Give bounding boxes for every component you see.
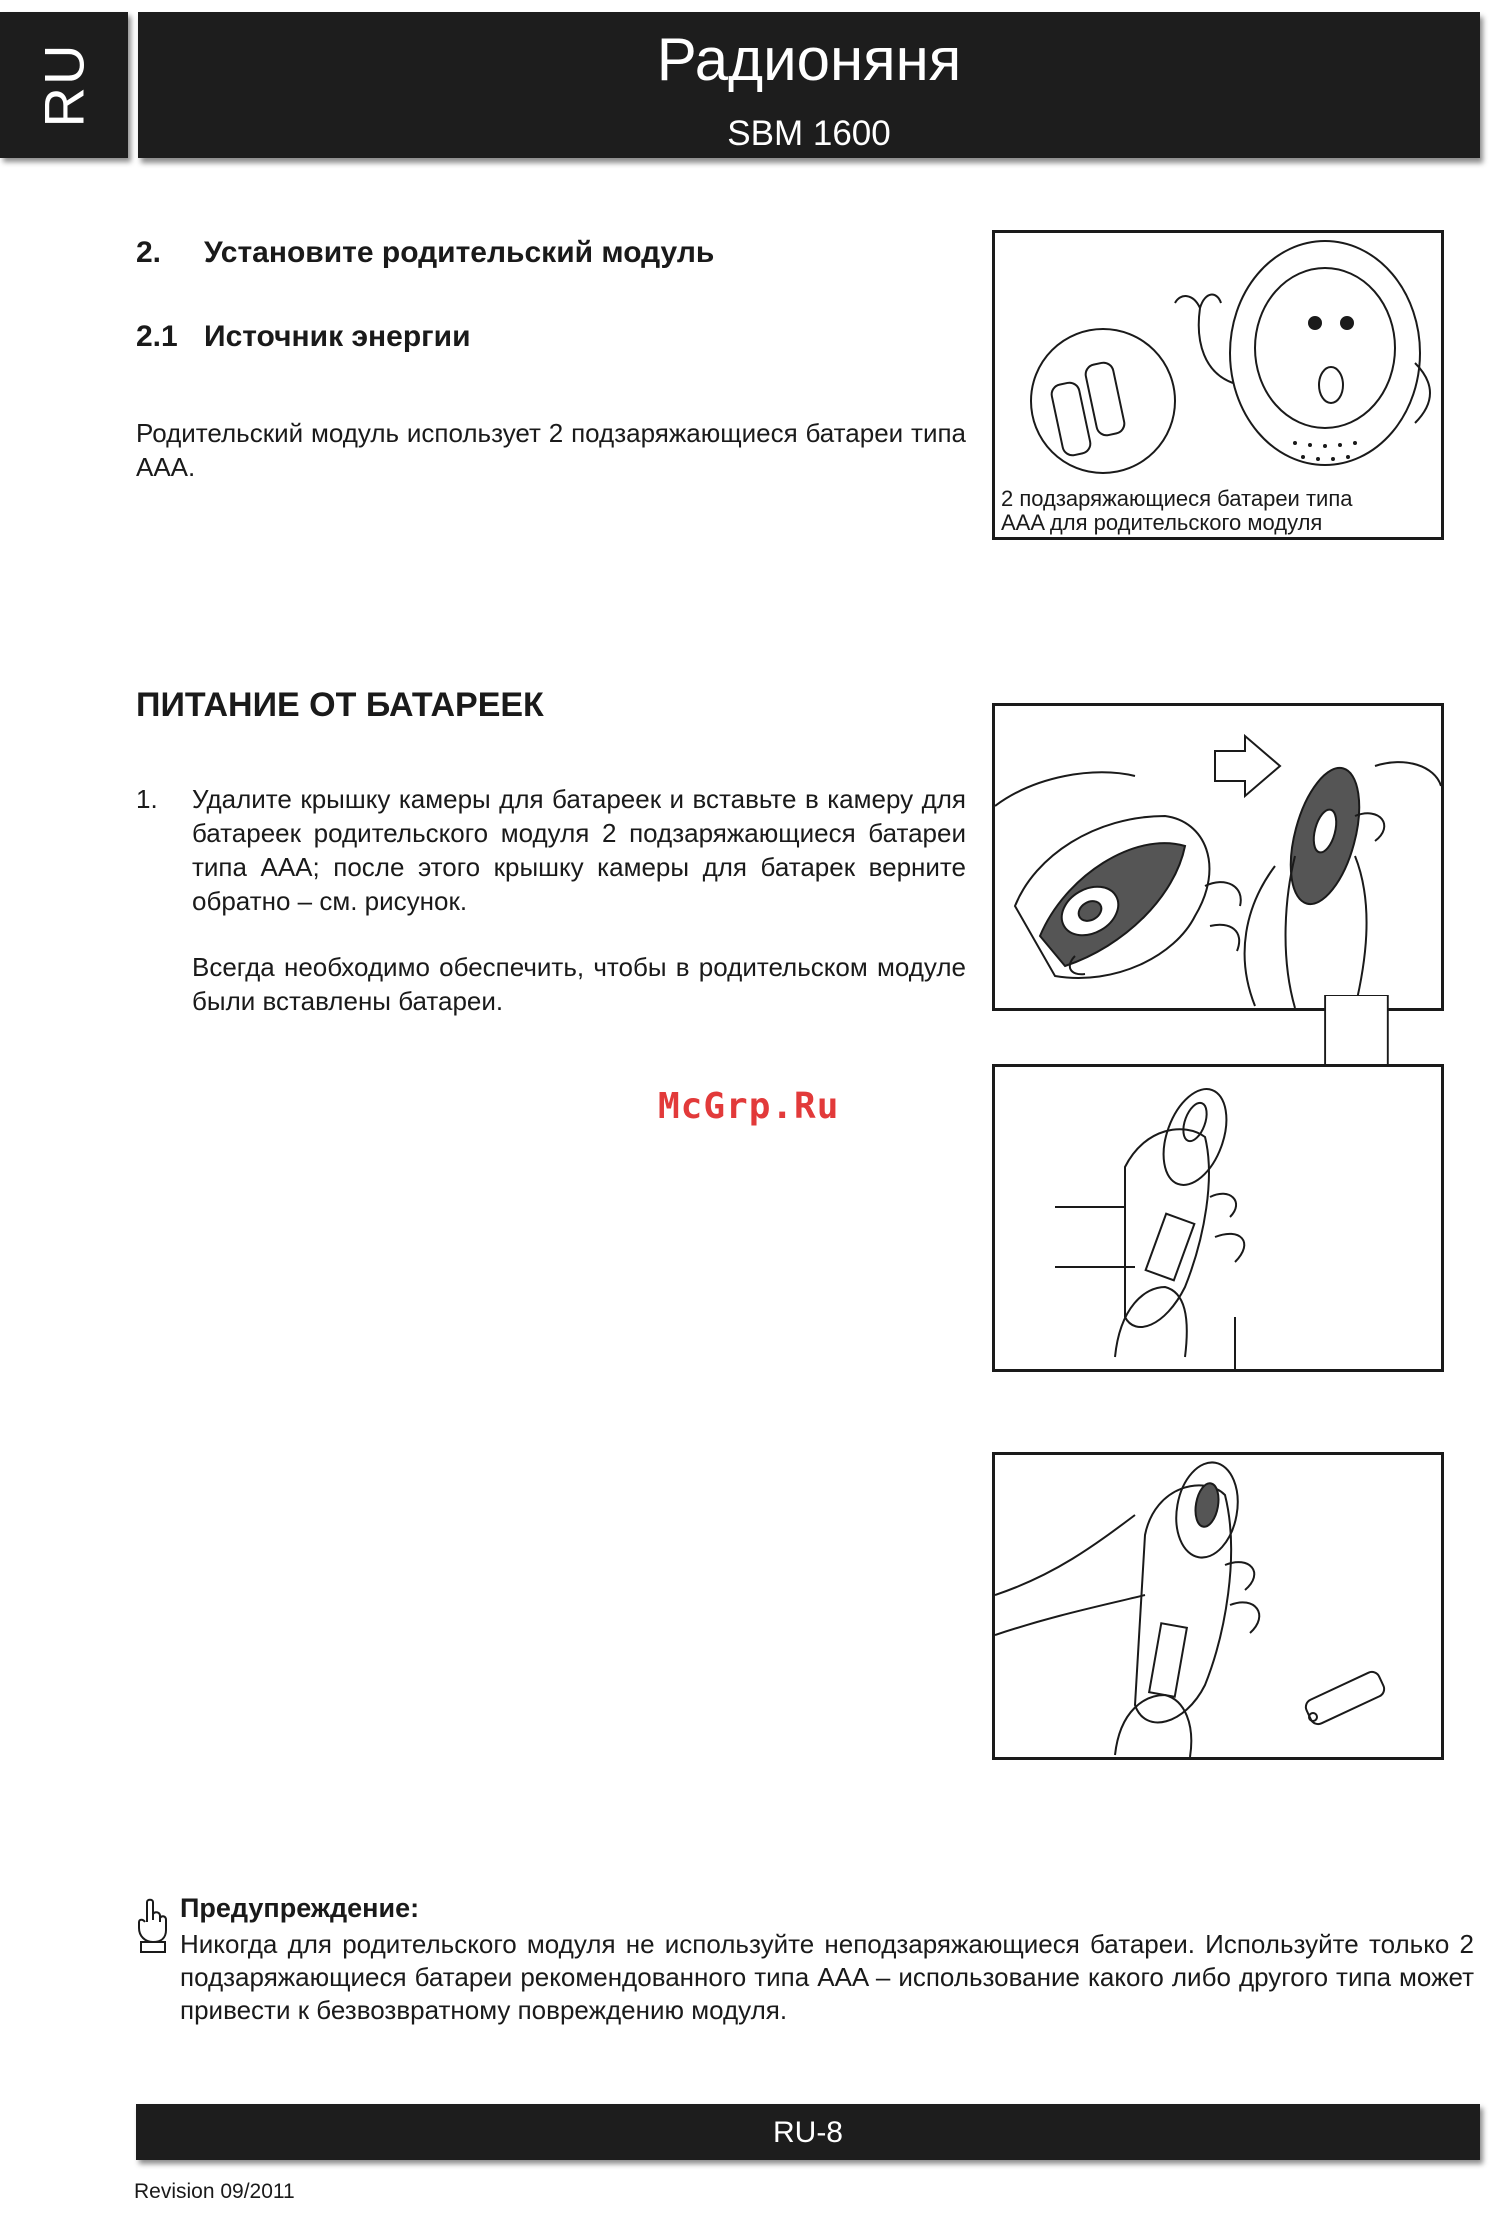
section-2-number: 2. <box>136 236 162 269</box>
watermark: McGrp.Ru <box>658 1086 840 1127</box>
insert-batteries-figure <box>992 1064 1444 1372</box>
figure-caption: 2 подзаряжающиеся батареи типа AAA для родительского модуля <box>1001 486 1353 535</box>
step-number: 1. <box>136 784 158 814</box>
pointing-hand-icon <box>133 1898 171 1954</box>
parent-unit-illustration <box>995 233 1441 493</box>
revision-label: Revision 09/2011 <box>134 2180 295 2203</box>
remove-cover-figure <box>992 703 1444 1011</box>
power-source-text: Родительский модуль использует 2 подзаряжающиеся батареи типа AAA. <box>136 418 966 482</box>
remove-cover-illustration <box>995 706 1441 1008</box>
section-21-number: 2.1 <box>136 320 178 353</box>
page-number: RU-8 <box>772 2116 843 2149</box>
warning-title: Предупреждение: <box>180 1893 420 1923</box>
section-2-title: Установите родительский модуль <box>204 236 715 269</box>
footer-bar <box>136 2104 1480 2160</box>
parent-unit-figure <box>992 230 1444 540</box>
section-21-title: Источник энергии <box>204 320 471 353</box>
battery-installed-illustration <box>995 1455 1441 1757</box>
title-bar <box>138 12 1480 158</box>
language-label: RU <box>32 42 96 128</box>
page-title: Радионяня <box>656 26 962 93</box>
insert-batteries-illustration <box>995 1067 1441 1369</box>
battery-note-text: Всегда необходимо обеспечить, чтобы в родительском модуле были вставлены батареи. <box>192 952 966 1016</box>
battery-installed-figure <box>992 1452 1444 1760</box>
battery-section-title: ПИТАНИЕ ОТ БАТАРЕЕК <box>136 686 544 724</box>
warning-text: Никогда для родительского модуля не используйте неподзаряжающиеся батареи. Используйте только 2 подзаряжающиеся батареи рекомендованного типа AAA – использование какого либо другого типа может привести к безвозвратному повреждению модуля. <box>180 1929 1474 2025</box>
model-subtitle: SBM 1600 <box>727 114 891 153</box>
language-tab <box>0 12 128 158</box>
step-1-text: Удалите крышку камеры для батареек и вставьте в камеру для батареек родительского модуля 2 подзаряжающиеся батареи типа AAA; после этого крышку камеры для батарек верните обратно – см. рисунок. <box>192 784 966 916</box>
